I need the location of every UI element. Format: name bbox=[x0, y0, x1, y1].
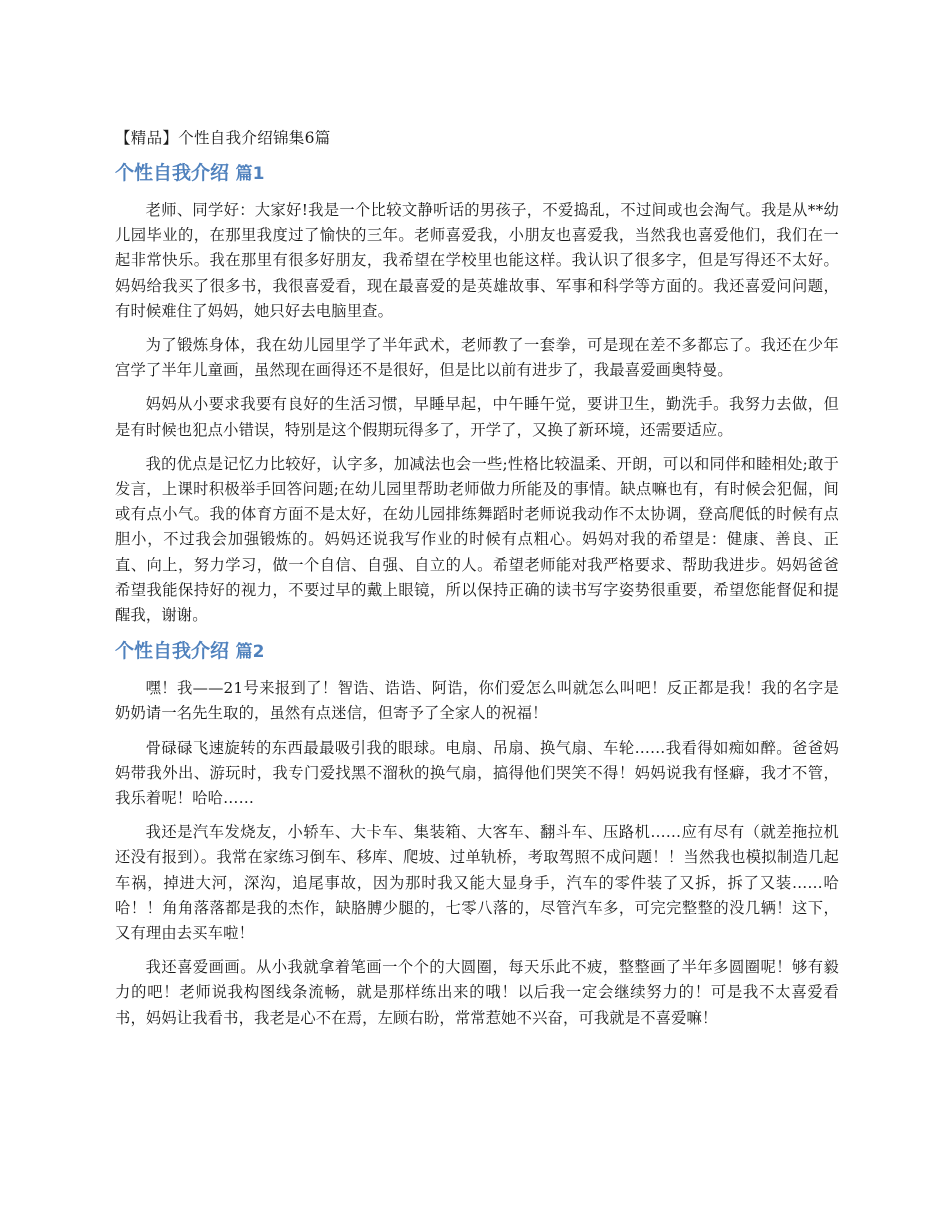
section-1 bbox=[115, 159, 839, 628]
paragraph: 我还喜爱画画。从小我就拿着笔画一个个的大圆圈，每天乐此不疲，整整画了半年多圆圈呢！够有毅力的吧！老师说我构图线条流畅，就是那样练出来的哦！以后我一定会继续努力的！可是我不太喜爱看书，妈妈让我看书，我老是心不在焉，左顾右盼，常常惹她不兴奋，可我就是不喜爱嘛！ bbox=[115, 958, 839, 1027]
section-heading bbox=[115, 159, 839, 188]
document-body bbox=[115, 125, 839, 1040]
section-heading bbox=[115, 637, 839, 666]
section-heading-number: 篇2 bbox=[235, 642, 265, 663]
paragraph: 骨碌碌飞速旋转的东西最最吸引我的眼球。电扇、吊扇、换气扇、车轮……我看得如痴如醉。爸爸妈妈带我外出、游玩时，我专门爱找黑不溜秋的换气扇，搞得他们哭笑不得！妈妈说我有怪癖，我才不管，我乐着呢！哈哈…… bbox=[115, 738, 839, 808]
section-2 bbox=[115, 637, 839, 1031]
section-heading-text: 个性自我介绍 bbox=[115, 640, 230, 663]
paragraph: 老师、同学好：大家好!我是一个比较文静听话的男孩子，不爱捣乱，不过间或也会淘气。我是从**幼儿园毕业的，在那里我度过了愉快的三年。老师喜爱我，小朋友也喜爱我，当然我也喜爱他们，我们在一起非常快乐。我在那里有很多好朋友，我希望在学校里也能这样。我认识了很多字，但是写得还不太好。妈妈给我买了很多书，我很喜爱看，现在最喜爱的是英雄故事、军事和科学等方面的。我还喜爱问问题，有时候难住了妈妈，她只好去电脑里查。 bbox=[115, 201, 839, 320]
paragraph: 嘿！我——21号来报到了！智诰、诰诰、阿诰，你们爱怎么叫就怎么叫吧！反正都是我！我的名字是奶奶请一名先生取的，虽然有点迷信，但寄予了全家人的祝福！ bbox=[115, 679, 839, 723]
paragraph: 为了锻炼身体，我在幼儿园里学了半年武术，老师教了一套拳，可是现在差不多都忘了。我还在少年宫学了半年儿童画，虽然现在画得还不是很好，但是比以前有进步了，我最喜爱画奥特曼。 bbox=[115, 336, 839, 380]
section-heading-text: 个性自我介绍 bbox=[115, 162, 230, 184]
section-heading-number: 篇1 bbox=[235, 164, 265, 184]
document-title: 【精品】个性自我介绍锦集6篇 bbox=[115, 129, 331, 147]
paragraph: 我的优点是记忆力比较好，认字多，加减法也会一些;性格比较温柔、开朗，可以和同伴和睦相处;敢于发言，上课时积极举手回答问题;在幼儿园里帮助老师做力所能及的事情。缺点嘛也有，有时候会犯倔，间或有点小气。我的体育方面不是太好，在幼儿园排练舞蹈时老师说我动作不太协调，登高爬低的时候有点胆小，不过我会加强锻炼的。妈妈还说我写作业的时候有点粗心。妈妈对我的希望是：健康、善良、正直、向上，努力学习，做一个自信、自强、自立的人。希望老师能对我严格要求、帮助我进步。妈妈爸爸希望我能保持好的视力，不要过早的戴上眼镜，所以保持正确的读书写字姿势很重要，希望您能督促和提醒我，谢谢。 bbox=[115, 454, 839, 625]
paragraph: 我还是汽车发烧友，小轿车、大卡车、集装箱、大客车、翻斗车、压路机……应有尽有（就差拖拉机还没有报到）。我常在家练习倒车、移库、爬坡、过单轨桥，考取驾照不成问题！！当然我也模拟制造几起车祸，掉进大河，深沟，追尾事故，因为那时我又能大显身手，汽车的零件装了又拆，拆了又装……哈哈！！角角落落都是我的杰作，缺胳膊少腿的，七零八落的，尽管汽车多，可完完整整的没几辆！这下，又有理由去买车啦！ bbox=[115, 823, 839, 943]
paragraph: 妈妈从小要求我要有良好的生活习惯，早睡早起，中午睡午觉，要讲卫生，勤洗手。我努力去做，但是有时候也犯点小错误，特别是这个假期玩得多了，开学了，又换了新环境，还需要适应。 bbox=[115, 395, 839, 439]
